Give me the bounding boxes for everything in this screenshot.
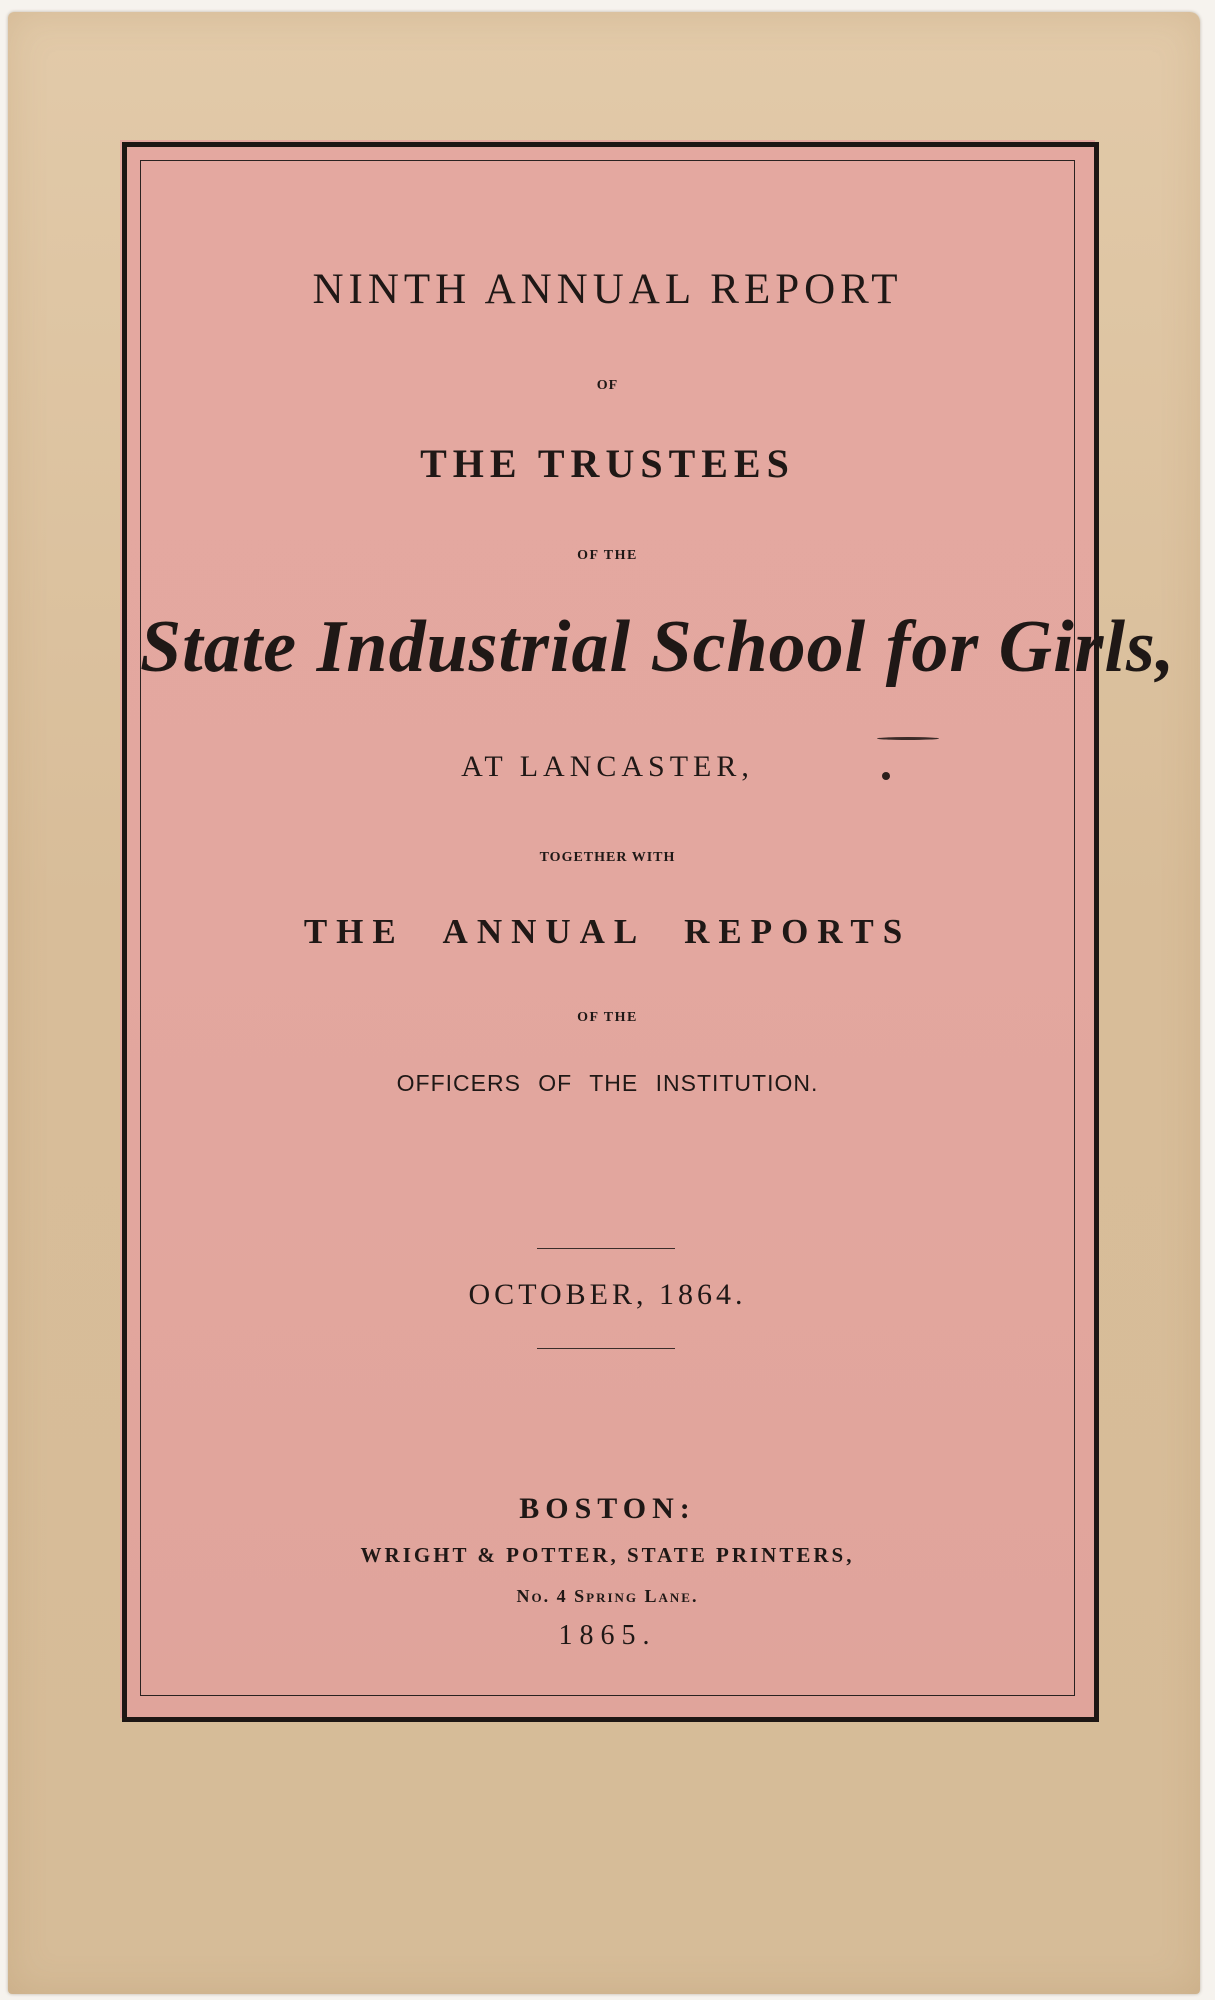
- imprint-city: BOSTON:: [519, 1492, 696, 1525]
- together-with-label: TOGETHER WITH: [539, 850, 676, 865]
- divider-bottom: [537, 1348, 675, 1349]
- trustees-heading: THE TRUSTEES: [420, 441, 795, 486]
- annual-reports-heading: THE ANNUAL REPORTS: [303, 912, 912, 951]
- imprint-address: No. 4 Spring Lane.: [516, 1586, 699, 1606]
- report-heading: NINTH ANNUAL REPORT: [312, 266, 903, 313]
- divider-top: [537, 1248, 675, 1249]
- ink-dot: [882, 772, 890, 780]
- imprint-year: 1865.: [558, 1620, 657, 1651]
- location-line: AT LANCASTER,: [461, 750, 754, 783]
- imprint-printers: WRIGHT & POTTER, STATE PRINTERS,: [360, 1543, 855, 1567]
- pencil-mark: [877, 737, 939, 740]
- of-the-label: OF THE: [577, 548, 638, 563]
- title-page: [140, 160, 1176, 1696]
- officers-line: OFFICERS OF THE INSTITUTION.: [396, 1070, 819, 1096]
- of-the-label-2: OF THE: [577, 1010, 638, 1025]
- school-name: State Industrial School for Girls,: [140, 606, 1176, 688]
- report-date: OCTOBER, 1864.: [468, 1278, 747, 1311]
- of-label: OF: [596, 378, 619, 393]
